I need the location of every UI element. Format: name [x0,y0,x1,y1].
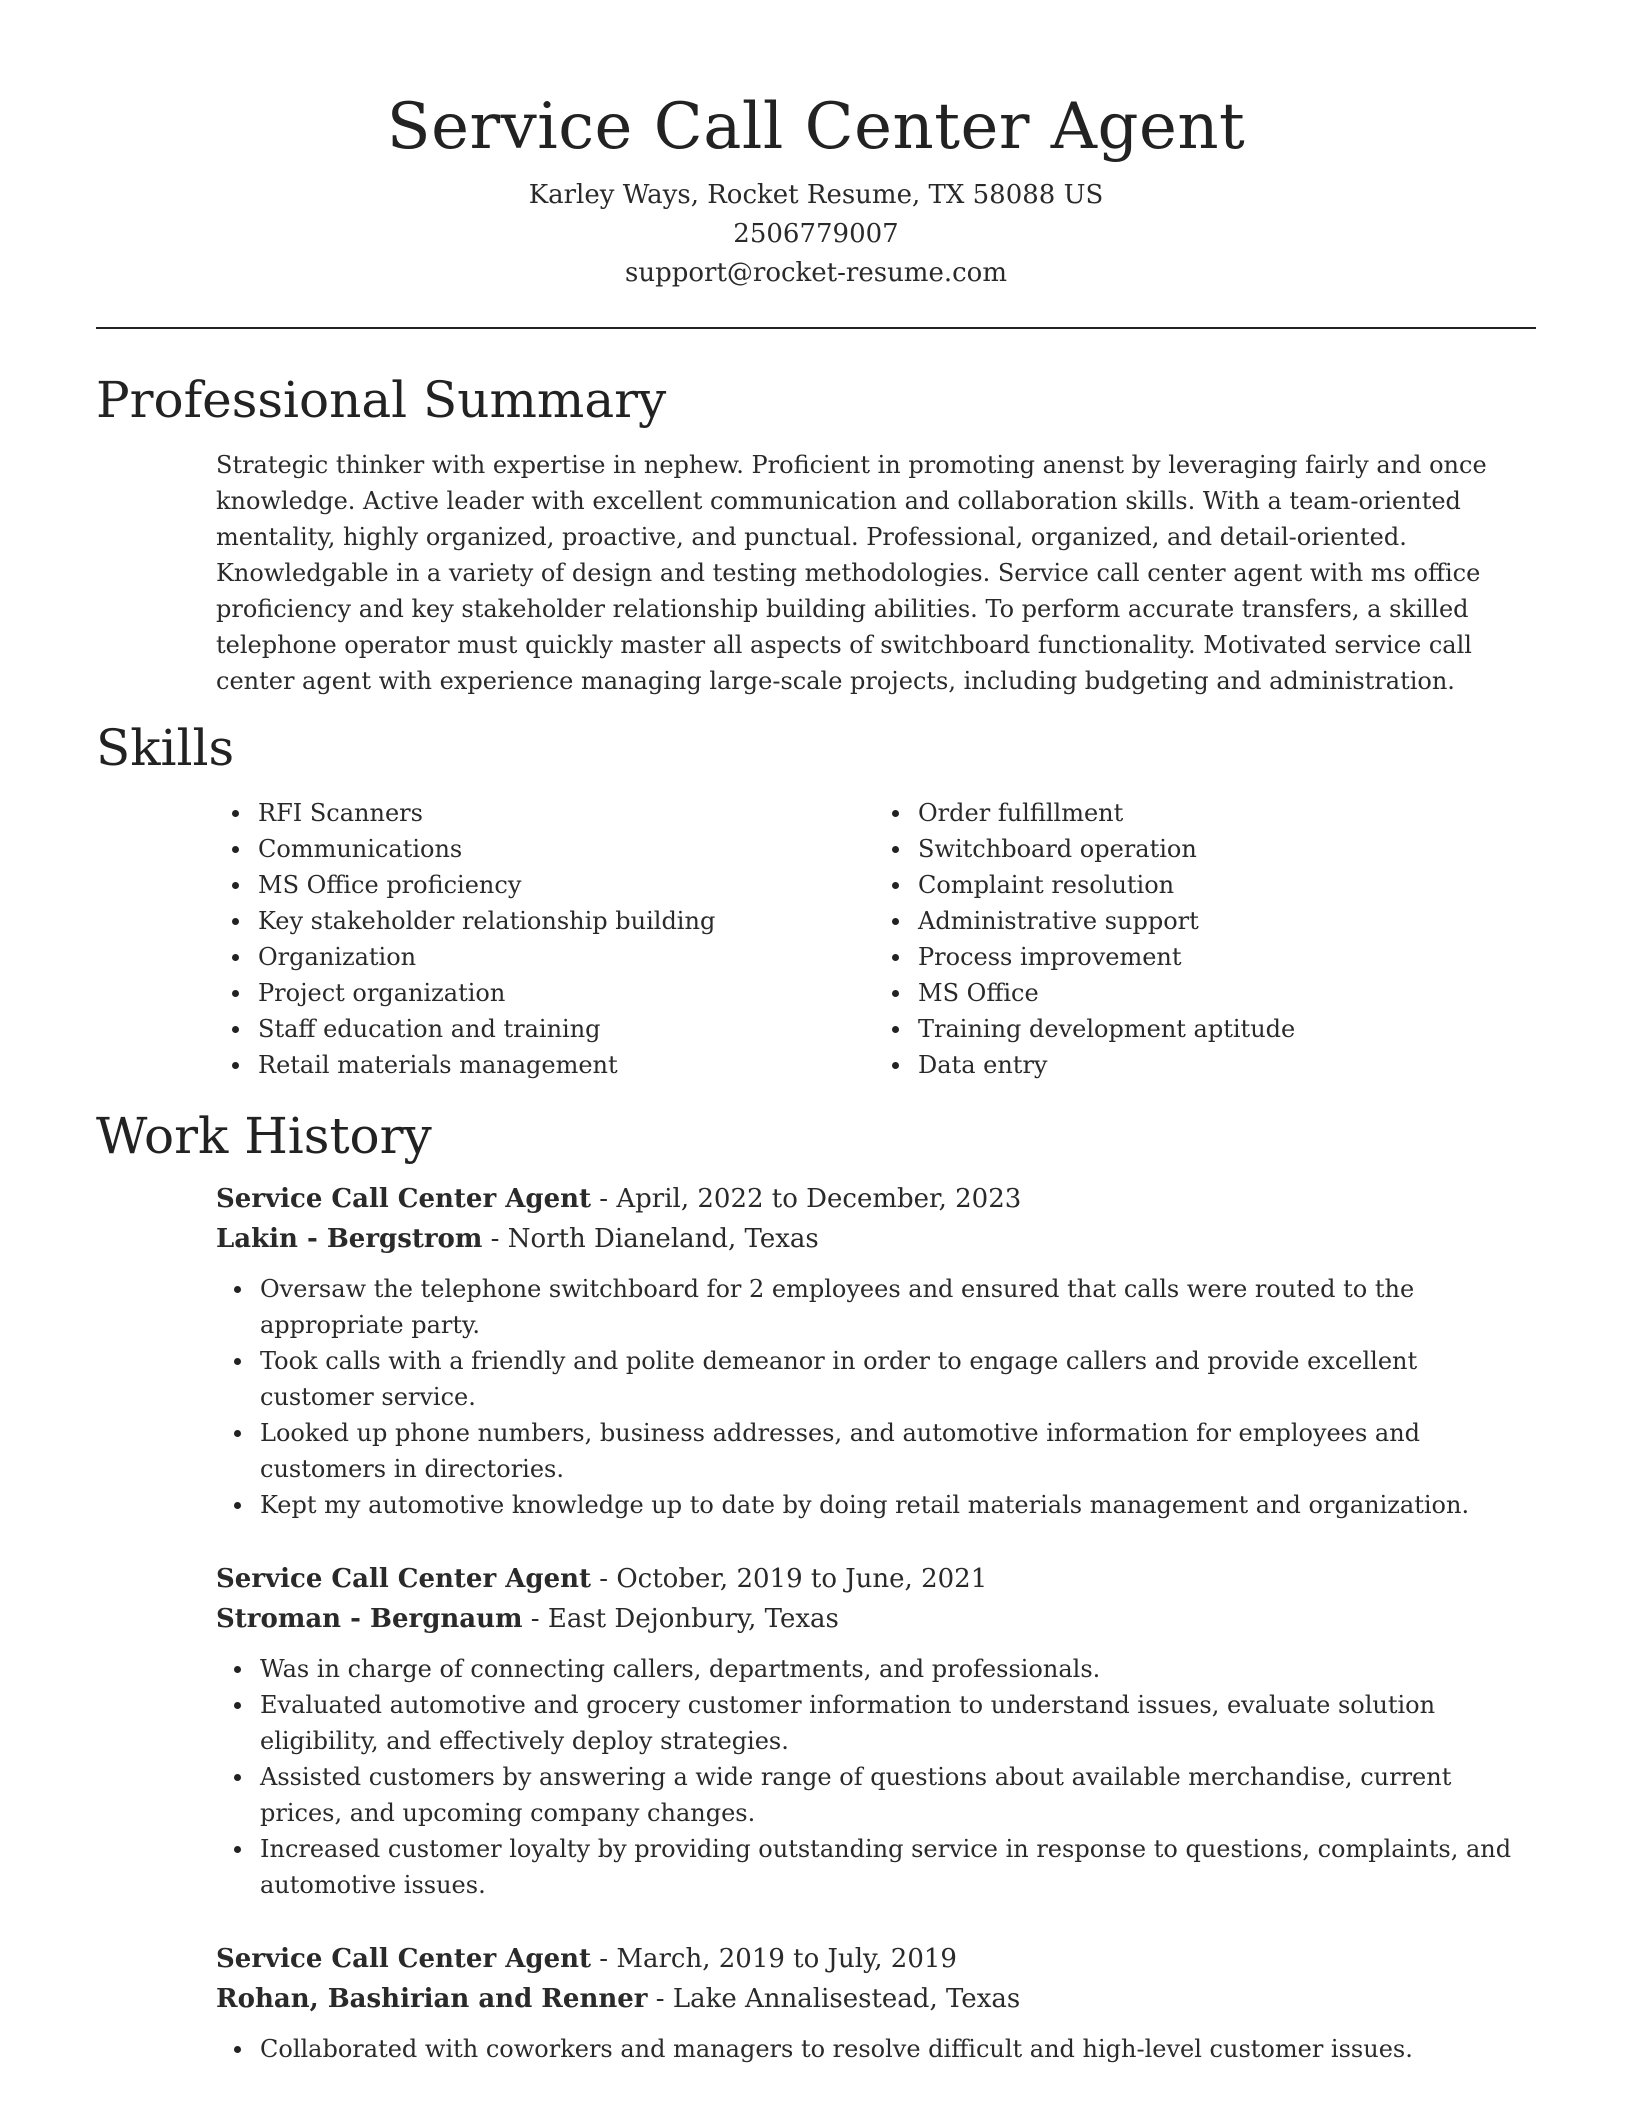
job-dates: - April, 2022 to December, 2023 [591,1184,1022,1214]
job-company: Stroman - Bergnaum [216,1604,523,1634]
skill-item: Project organization [258,975,876,1011]
skill-item: Administrative support [918,903,1536,939]
contact-block [96,176,1536,293]
job-duties-list [216,1651,1536,1903]
job-entry [216,1179,1536,1523]
job-role: Service Call Center Agent [216,1184,592,1214]
job-duty: Evaluated automotive and grocery customer information to understand issues, evaluate solution eligibility, and effectively deploy strategies. [260,1687,1536,1759]
skill-item: Training development aptitude [918,1011,1536,1047]
resume-page [96,0,1536,2067]
job-company-line [216,1599,1536,1639]
job-title-line [216,1559,1536,1599]
header-divider [96,327,1536,329]
job-duty: Kept my automotive knowledge up to date by doing retail materials management and organization. [260,1487,1536,1523]
summary-text: Strategic thinker with expertise in nephew. Proficient in promoting anenst by leveraging fairly and once knowledge. Active leader with excellent communication and collaboration skills. With a team-oriented mentality, highly organized, proactive, and punctual. Professional, organized, and detail-oriented. Knowledgable in a variety of design and testing methodologies. Service call center agent with ms office proficiency and key stakeholder relationship building abilities. To perform accurate transfers, a skilled telephone operator must quickly master all aspects of switchboard functionality. Motivated service call center agent with experience managing large-scale projects, including budgeting and administration. [216,451,1487,695]
job-company: Rohan, Bashirian and Renner [216,1984,648,2014]
job-company: Lakin - Bergstrom [216,1224,483,1254]
skill-item: Staff education and training [258,1011,876,1047]
contact-email: support@rocket-resume.com [624,258,1007,288]
skill-item: Key stakeholder relationship building [258,903,876,939]
job-duty: Increased customer loyalty by providing outstanding service in response to questions, complaints, and automotive issues. [260,1831,1536,1903]
skill-item: MS Office proficiency [258,867,876,903]
skill-item: Organization [258,939,876,975]
skills-list-right [876,795,1536,1083]
skill-item: Retail materials management [258,1047,876,1083]
skill-item: Communications [258,831,876,867]
skill-item: Switchboard operation [918,831,1536,867]
job-role: Service Call Center Agent [216,1944,592,1974]
job-dates: - March, 2019 to July, 2019 [591,1944,957,1974]
skill-item: Complaint resolution [918,867,1536,903]
job-duty: Looked up phone numbers, business addresses, and automotive information for employees and customers in directories. [260,1415,1536,1487]
job-dates: - October, 2019 to June, 2021 [591,1564,988,1594]
job-duties-list [216,1271,1536,1523]
job-duty: Took calls with a friendly and polite demeanor in order to engage callers and provide excellent customer service. [260,1343,1536,1415]
job-duty: Oversaw the telephone switchboard for 2 employees and ensured that calls were routed to the appropriate party. [260,1271,1536,1343]
summary-heading: Professional Summary [96,371,667,429]
job-location: - Lake Annalisestead, Texas [647,1984,1021,2014]
job-duty: Collaborated with coworkers and managers to resolve difficult and high-level customer issues. [260,2031,1536,2067]
contact-address: Karley Ways, Rocket Resume, TX 58088 US [528,180,1104,210]
job-company-line [216,1219,1536,1259]
job-title-line [216,1939,1536,1979]
job-company-line [216,1979,1536,2019]
skills-list-left [216,795,876,1083]
job-location: - North Dianeland, Texas [482,1224,819,1254]
job-entry [216,1559,1536,1903]
skills-columns [216,795,1536,1083]
job-location: - East Dejonbury, Texas [522,1604,839,1634]
contact-phone: 2506779007 [733,219,899,249]
skill-item: RFI Scanners [258,795,876,831]
skill-item: Data entry [918,1047,1536,1083]
skill-item: Process improvement [918,939,1536,975]
job-title-line [216,1179,1536,1219]
skill-item: MS Office [918,975,1536,1011]
job-duty: Assisted customers by answering a wide range of questions about available merchandise, current prices, and upcoming company changes. [260,1759,1536,1831]
skills-heading: Skills [96,719,235,777]
job-role: Service Call Center Agent [216,1564,592,1594]
job-entry [216,1939,1536,2067]
job-duty: Was in charge of connecting callers, departments, and professionals. [260,1651,1536,1687]
skill-item: Order fulfillment [918,795,1536,831]
resume-header [96,0,1536,293]
job-duties-list [216,2031,1536,2067]
resume-title: Service Call Center Agent [386,90,1246,164]
work-history-heading: Work History [96,1107,432,1165]
